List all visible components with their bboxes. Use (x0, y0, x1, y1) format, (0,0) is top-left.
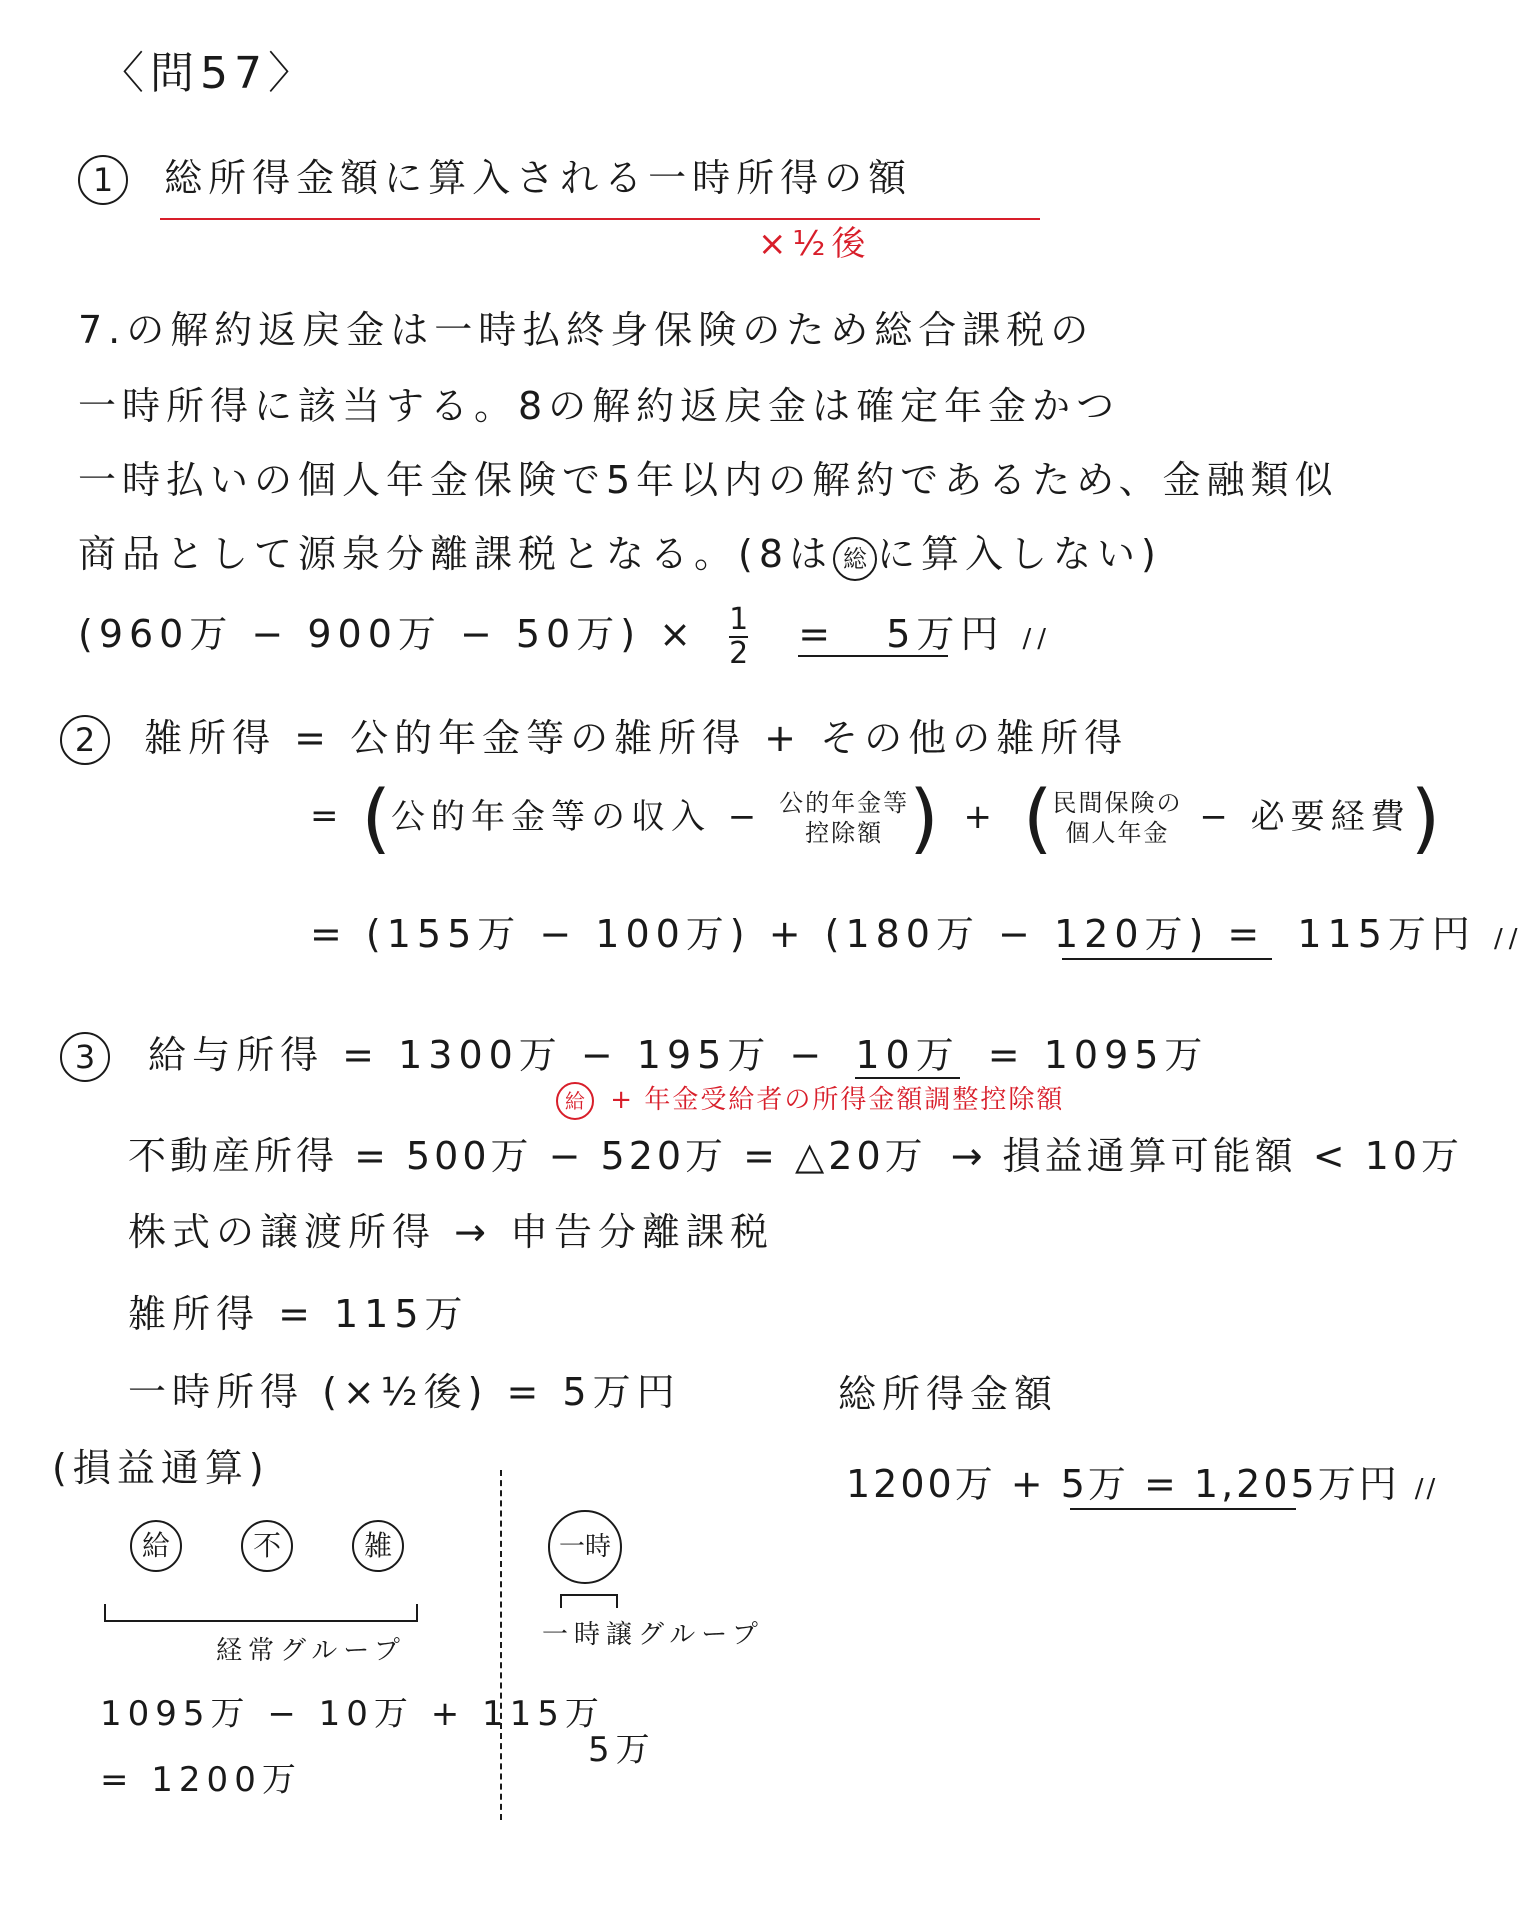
q2-line1: 雑所得 = 公的年金等の雑所得 + その他の雑所得 (144, 716, 1129, 760)
q3-salary-result: = 1095万 (987, 1033, 1209, 1077)
q1-frac-num: 1 (729, 602, 749, 637)
q3-circle-salary: 給 (130, 1520, 182, 1572)
q3-group2-bracket (560, 1594, 618, 1608)
q3-realestate-arrow: → 損益通算可能額 < 10万 (950, 1134, 1464, 1178)
q3-sum2: = 1200万 (100, 1760, 302, 1800)
q1-calc (78, 604, 1052, 669)
q3-sum-right: 5万 (588, 1730, 656, 1770)
q1-calc-expr: (960万 − 900万 − 50万) × (78, 612, 697, 656)
q3-salary-row (60, 1032, 1208, 1082)
q2-line2-b (779, 788, 909, 848)
q2-paren-open-1: ( (361, 773, 391, 862)
q3-salary-adj: 10万 (855, 1033, 960, 1077)
q3-total-label: 総所得金額 (838, 1372, 1059, 1416)
q1-line4-circle: 総 (833, 537, 877, 581)
q1-result-underline (798, 655, 948, 657)
q2-paren-close-1: ) (909, 773, 939, 862)
q3-red-note: + 年金受給者の所得金額調整控除額 (610, 1085, 1065, 1115)
q3-total-calc: 1200万 + 5万 = (846, 1462, 1179, 1506)
q1-line4-end: に算入しない) (877, 532, 1162, 576)
q3-group2-label: 一時譲グループ (542, 1620, 764, 1650)
q1-calc-result: 5万円 (886, 612, 1005, 656)
q3-stock: 株式の譲渡所得 → 申告分離課税 (128, 1210, 774, 1254)
q3-red-note-row (556, 1082, 1064, 1120)
q1-heading-line (78, 155, 912, 205)
q2-line2-b-bottom: 控除額 (805, 818, 884, 847)
page-title: 〈問57〉 (100, 48, 318, 99)
q1-line4 (78, 532, 1162, 581)
q3-temp-circle-wrap (548, 1510, 622, 1584)
q3-circle-misc: 雑 (352, 1520, 404, 1572)
q1-heading: 総所得金額に算入される一時所得の額 (164, 156, 913, 200)
q2-paren-close-2: ) (1410, 773, 1441, 862)
q2-line2-d: − 必要経費 (1199, 797, 1411, 838)
q1-frac-den: 2 (729, 635, 749, 671)
q2-line2-plus: + (963, 797, 999, 838)
q2-line1-row (60, 715, 1128, 765)
q3-offset-label: (損益通算) (52, 1446, 270, 1490)
q2-result-underline (1062, 958, 1272, 960)
q2-line2-b-top: 公的年金等 (779, 788, 910, 817)
q3-salary: 給与所得 = 1300万 − 195万 − (148, 1033, 828, 1077)
q3-sum1: 1095万 − 10万 + 115万 (100, 1694, 605, 1734)
q3-circle-realestate: 不 (241, 1520, 293, 1572)
q2-line3: = (155万 − 100万) + (180万 − 120万) = (310, 912, 1266, 956)
q3-divider (500, 1470, 502, 1820)
q2-line2-c-bottom: 個人年金 (1065, 818, 1170, 847)
q3-total-result: 1,205万円 (1193, 1462, 1400, 1506)
q1-line3: 一時払いの個人年金保険で5年以内の解約であるため、金融類似 (78, 458, 1339, 502)
q1-line2: 一時所得に該当する。8の解約返戻金は確定年金かつ (78, 384, 1121, 428)
q3-total-underline (1070, 1508, 1296, 1510)
q3-misc: 雑所得 = 115万 (128, 1292, 469, 1336)
q2-line2-c (1053, 788, 1183, 848)
q3-number: 3 (60, 1032, 110, 1082)
q2-line2-a: 公的年金等の収入 − (390, 797, 763, 838)
q3-total-row (846, 1462, 1438, 1508)
q1-line4-text: 商品として源泉分離課税となる。(8は (78, 532, 834, 576)
q1-note-red: ×½後 (758, 224, 872, 264)
q2-line3-row (310, 912, 1524, 958)
q3-group1-bracket (104, 1604, 418, 1622)
q1-end-mark: // (1022, 624, 1053, 654)
q2-result: 115万円 (1297, 912, 1476, 956)
q1-heading-underline (160, 218, 1040, 220)
q3-group1-label: 経常グループ (216, 1636, 406, 1666)
q2-paren-open-2: ( (1022, 773, 1053, 862)
q2-line2-c-top: 民間保険の (1052, 788, 1183, 817)
q1-line1: 7.の解約返戻金は一時払終身保険のため総合課税の (78, 308, 1095, 352)
q3-red-circle: 給 (556, 1082, 594, 1120)
q2-line2-eq: = (310, 796, 345, 837)
q3-total-end-mark: // (1414, 1474, 1439, 1504)
q3-realestate-row (128, 1134, 1463, 1180)
q1-calc-fraction (729, 604, 748, 669)
q1-calc-eq: = (798, 612, 837, 656)
q3-realestate: 不動産所得 = 500万 − 520万 = △20万 (128, 1134, 927, 1178)
q2-line2 (310, 772, 1440, 863)
q3-temp: 一時所得 (×½後) = 5万円 (128, 1370, 681, 1414)
q3-circles-row (130, 1520, 404, 1572)
q2-number: 2 (60, 715, 110, 765)
q2-end-mark: // (1493, 924, 1524, 954)
q1-number: 1 (78, 155, 128, 205)
q3-temp-circle: 一時 (548, 1510, 622, 1584)
